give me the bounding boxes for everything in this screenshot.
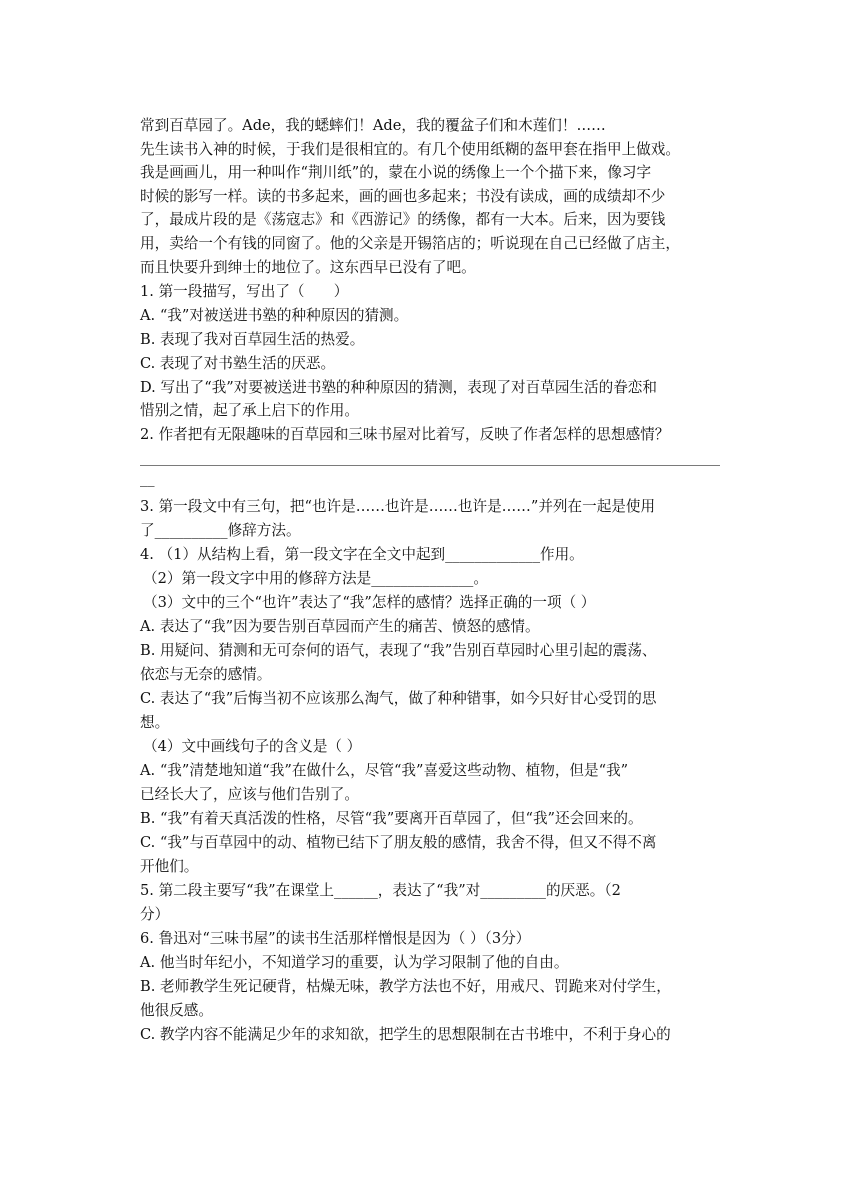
- answer-line-tail: __: [140, 470, 155, 487]
- text-line: 我是画画儿，用一种叫作“荆川纸”的，蒙在小说的绣像上一个个描下来，像习字: [140, 164, 652, 181]
- option-c: C. 表达了“我”后悔当初不应该那么淘气，做了种种错事，如今只好甘心受罚的思: [140, 690, 657, 707]
- question-1: 1. 第一段描写，写出了（ ）: [140, 283, 349, 300]
- option-a: A. 他当时年纪小，不知道学习的重要，认为学习限制了他的自由。: [140, 954, 569, 971]
- option-b: B. “我”有着天真活泼的性格，尽管“我”要离开百草园了，但“我”还会回来的。: [140, 810, 643, 827]
- question-6: 6. 鲁迅对“三味书屋”的读书生活那样憎恨是因为（ ）（3分）: [140, 930, 531, 947]
- text-line: 时候的影写一样。读的书多起来，画的画也多起来；书没有读成，画的成绩却不少: [140, 188, 666, 205]
- text-line: 想。: [140, 714, 170, 731]
- text-line: 开他们。: [140, 858, 199, 875]
- option-d: D. 写出了“我”对要被送进书塾的种种原因的猜测，表现了对百草园生活的眷恋和: [140, 379, 657, 396]
- question-2: 2. 作者把有无限趣味的百草园和三味书屋对比着写，反映了作者怎样的思想感情？: [140, 426, 670, 443]
- question-4-3: （3）文中的三个“也许”表达了“我”怎样的感情？选择正确的一项（ ）: [143, 594, 596, 611]
- text-line: 先生读书入神的时候，于我们是很相宜的。有几个使用纸糊的盔甲套在指甲上做戏。: [140, 141, 680, 158]
- text-line: 常到百草园了。Ade，我的蟋蟀们！Ade，我的覆盆子们和木莲们！……: [140, 117, 606, 134]
- text-line: 依恋与无奈的感情。: [140, 666, 272, 683]
- text-line: 惜别之情，起了承上启下的作用。: [140, 402, 359, 419]
- option-c: C. “我”与百草园中的动、植物已结下了朋友般的感情，我舍不得，但又不得不离: [140, 834, 657, 851]
- question-3: 3. 第一段文中有三句，把“也许是……也许是……也许是……”并列在一起是使用: [140, 498, 656, 515]
- question-4-4: （4）文中画线句子的含义是（ ）: [143, 738, 362, 755]
- option-b: B. 表现了我对百草园生活的热爱。: [140, 331, 365, 348]
- text-line: 分）: [140, 906, 170, 923]
- option-b: B. 用疑问、猜测和无可奈何的语气，表现了“我”告别百草园时心里引起的震荡、: [140, 642, 657, 659]
- option-a: A. 表达了“我”因为要告别百草园而产生的痛苦、愤怒的感情。: [140, 618, 540, 635]
- option-b: B. 老师教学生死记硬背，枯燥无味，教学方法也不好，用戒尺、罚跪来对付学生，: [140, 978, 671, 995]
- option-a: A. “我”对被送进书塾的种种原因的猜测。: [140, 307, 409, 324]
- option-c: C. 教学内容不能满足少年的求知欲，把学生的思想限制在古书堆中，不利于身心的: [140, 1026, 671, 1043]
- question-4: 4. （1）从结构上看，第一段文字在全文中起到_____________作用。: [140, 546, 584, 563]
- question-5: 5. 第二段主要写“我”在课堂上______，表达了“我”对_________的厌恶。（2: [140, 882, 621, 899]
- text-line: 而且快要升到绅士的地位了。这东西早已没有了吧。: [140, 259, 476, 276]
- option-c: C. 表现了对书塾生活的厌恶。: [140, 355, 336, 372]
- question-4-2: （2）第一段文字中用的修辞方法是______________。: [143, 570, 488, 587]
- option-a: A. “我”清楚地知道“我”在做什么，尽管“我”喜爱这些动物、植物，但是“我”: [140, 762, 629, 779]
- answer-line: [140, 465, 720, 466]
- text-line: 了，最成片段的是《荡寇志》和《西游记》的绣像，都有一大本。后来，因为要钱: [140, 211, 666, 228]
- text-line: 他很反感。: [140, 1002, 213, 1019]
- text-line: 用，卖给一个有钱的同窗了。他的父亲是开锡箔店的；听说现在自己已经做了店主，: [140, 235, 680, 252]
- text-line: 已经长大了，应该与他们告别了。: [140, 786, 359, 803]
- text-line: 了__________修辞方法。: [140, 522, 301, 539]
